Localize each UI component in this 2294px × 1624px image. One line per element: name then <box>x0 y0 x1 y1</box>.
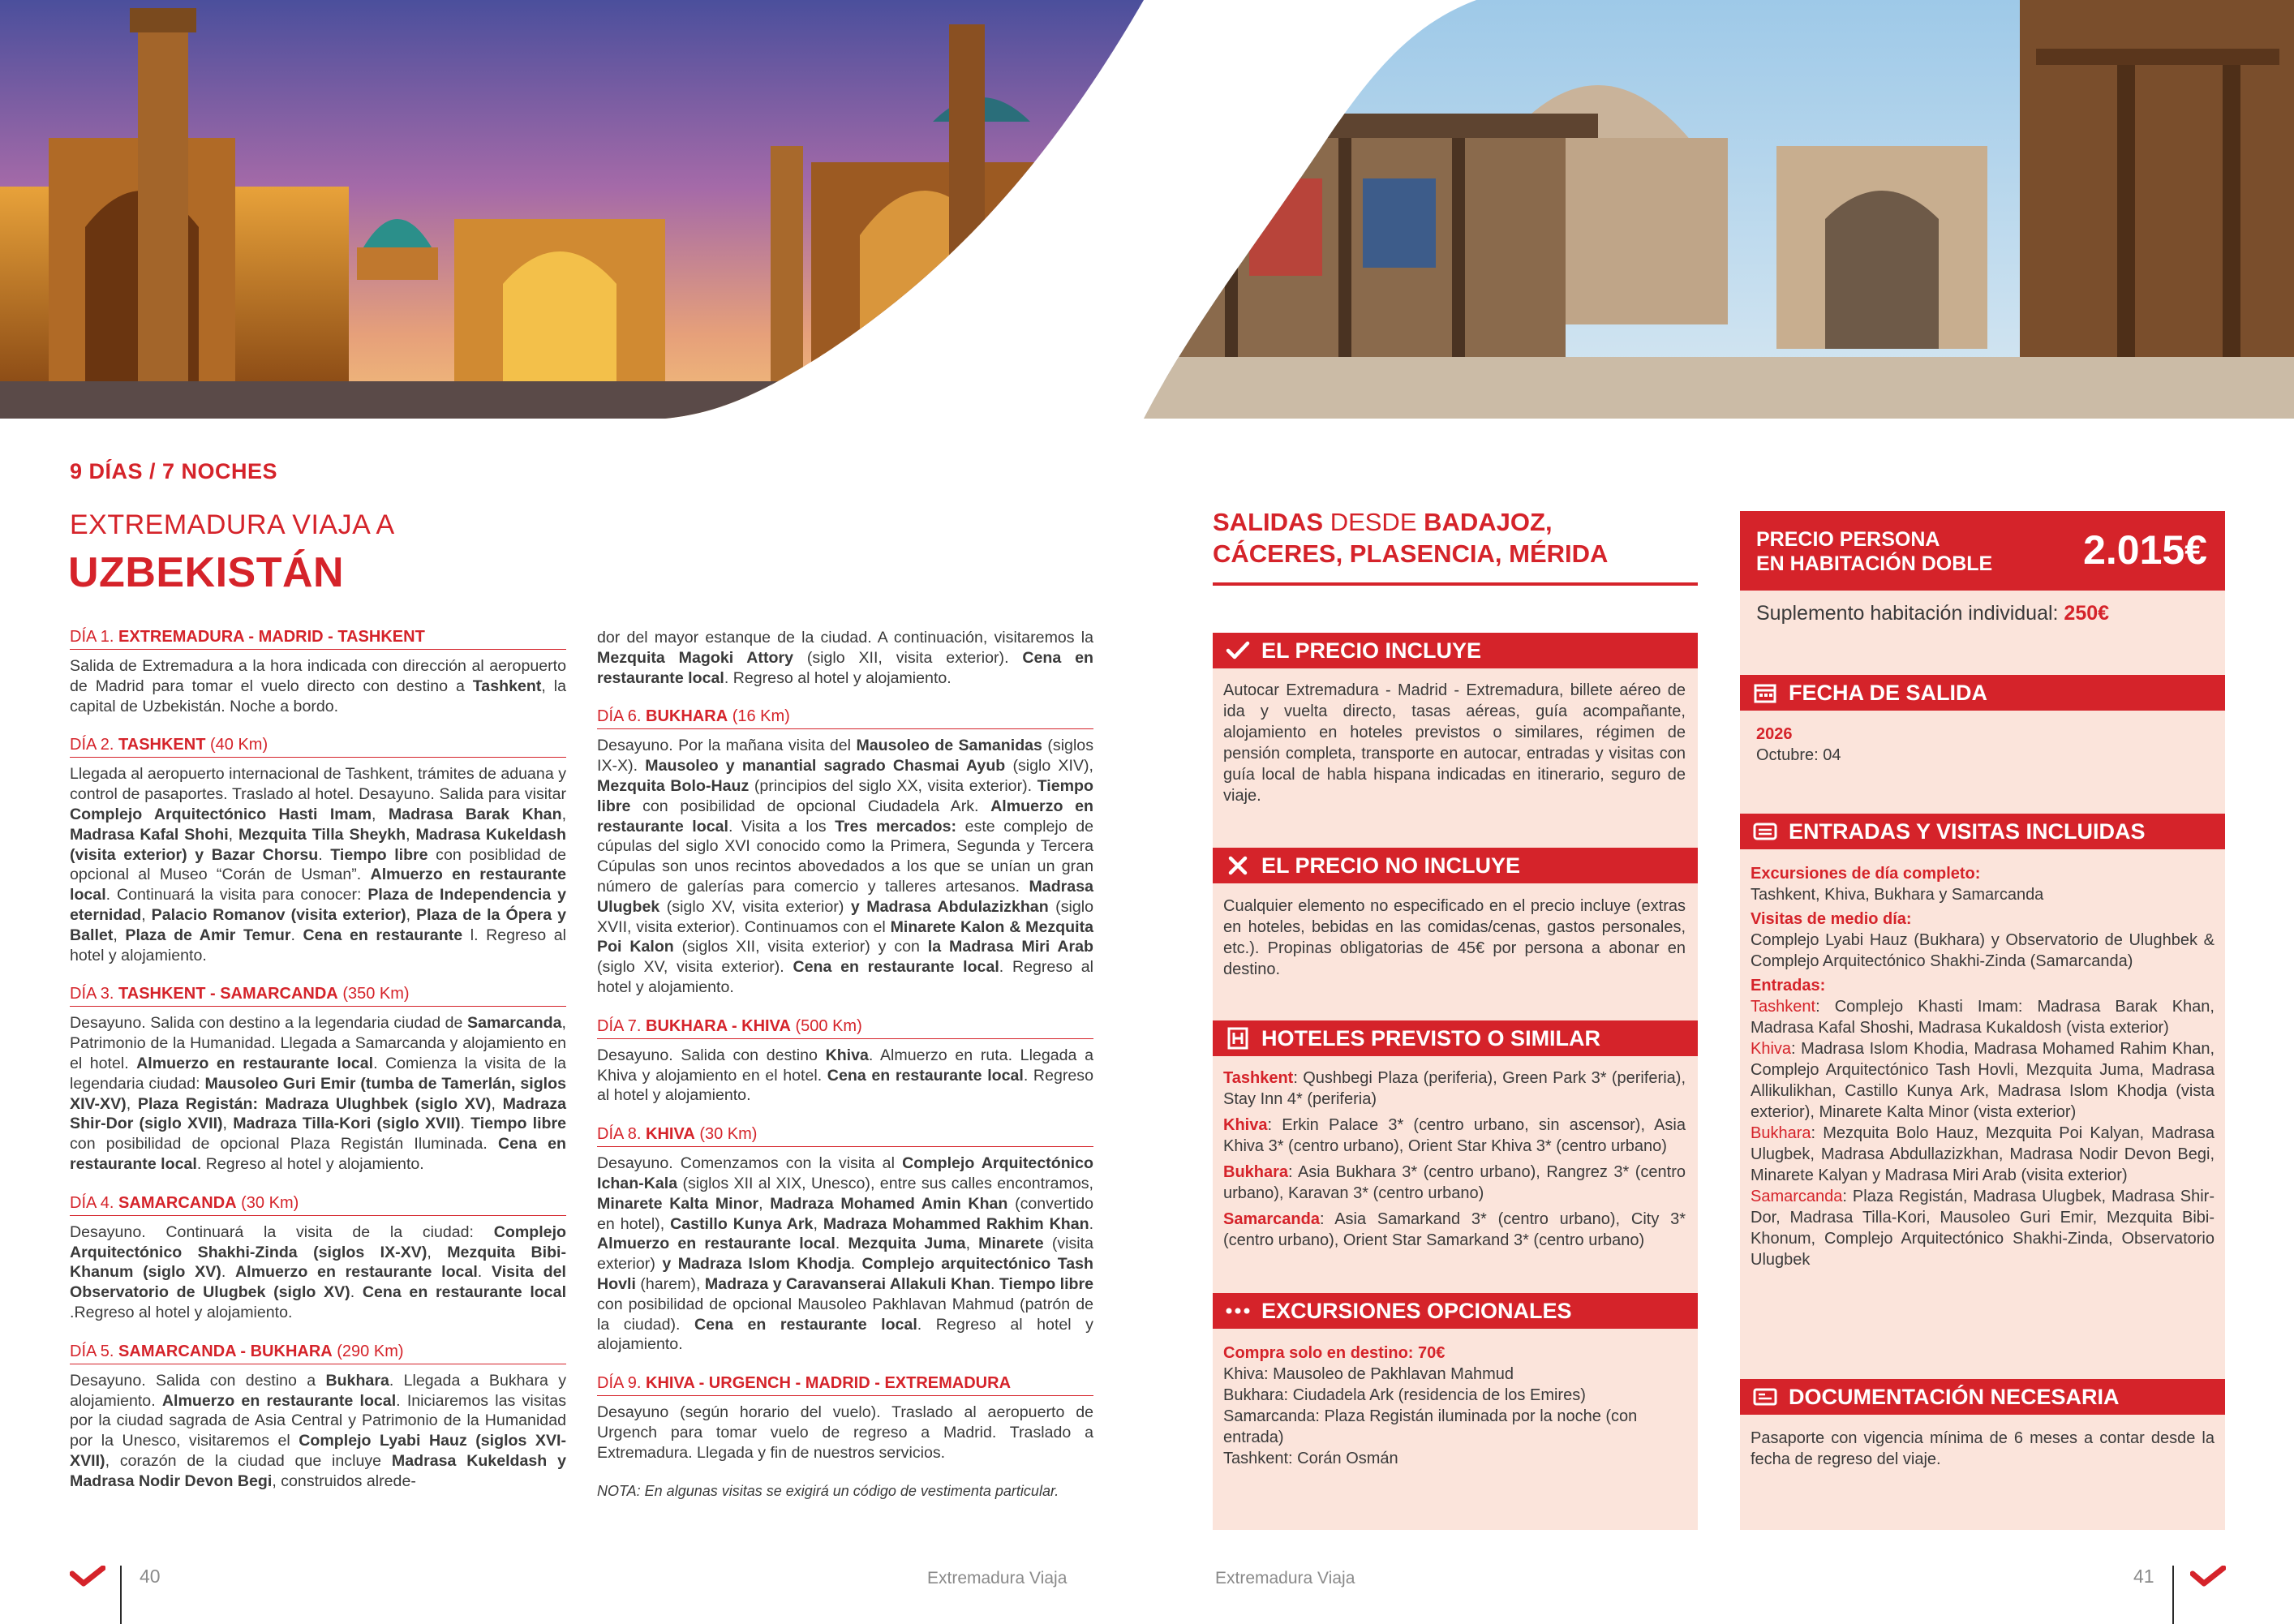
hotel-item <box>1223 1068 1686 1110</box>
day-title: SAMARCANDA - BUKHARA <box>118 1342 333 1360</box>
optional-header <box>1213 1293 1698 1329</box>
footer-divider <box>120 1566 122 1624</box>
logo-check-icon <box>2190 1566 2226 1591</box>
includes-header <box>1213 633 1698 668</box>
logo-check-icon <box>70 1566 105 1591</box>
price-label-line: EN HABITACIÓN DOBLE <box>1756 552 1993 575</box>
day-description-continued: dor del mayor estanque de la ciudad. A continuación, visitaremos la Mezquita Magoki Attory (siglo XII, visita exterior). Cena en restaurante local. Regreso al hotel y alojamiento. <box>597 629 1093 687</box>
page-number-right: 41 <box>2133 1566 2154 1587</box>
itinerary-day-1 <box>70 626 566 716</box>
ticket-icon <box>1753 819 1777 844</box>
day-description: Desayuno (según horario del vuelo). Traslado al aeropuerto de Urgench para tomar vuelo de regreso a Madrid. Traslado a Extremadura. Llegada y fin de nuestros servicios. <box>597 1403 1093 1462</box>
itinerary-day-7 <box>597 1016 1093 1106</box>
hotel-text: : Asia Samarkand 3* (centro urbano), City 3* (centro urbano), Orient Star Samarkand 3* (centro urbano) <box>1223 1210 1686 1249</box>
page-number-left: 40 <box>140 1566 161 1587</box>
day-description: Desayuno. Salida con destino a la legendaria ciudad de Samarcanda, Patrimonio de la Humanidad. Llegada a Samarcanda y alojamiento en el hotel. Almuerzo en restaurante local. Comienza la visita de la legendaria ciudad: Mausoleo Guri Emir (tumba de Tamerlán, siglos XIV-XV), Plaza Registán: Madraza Ulughbek (siglo XV), Madraza Shir-Dor (siglo XVII), Madraza Tilla-Kori (siglo XVII). Tiempo libre con posibilidad de opcional Plaza Registán Iluminada. Cena en restaurante local. Regreso al hotel y alojamiento. <box>70 1014 567 1173</box>
dots-icon <box>1226 1299 1250 1323</box>
day-label: DÍA 3. <box>70 985 119 1003</box>
visits-list <box>1751 863 2215 1270</box>
day-title: EXTREMADURA - MADRID - TASHKENT <box>118 628 425 646</box>
includes-title: EL PRECIO INCLUYE <box>1261 638 1482 663</box>
day-heading <box>597 1016 1093 1039</box>
itinerary-note: NOTA: En algunas visitas se exigirá un código de vestimenta particular. <box>597 1482 1059 1499</box>
visits-title: ENTRADAS Y VISITAS INCLUIDAS <box>1789 819 2146 844</box>
day-distance: (290 Km) <box>332 1342 404 1360</box>
half-day-text: Complejo Lyabi Hauz (Bukhara) y Observatorio de Ulughbek & Complejo Arquitectónico Shakhi-Zinda (Samarcanda) <box>1751 931 2215 970</box>
full-day-text: Tashkent, Khiva, Bukhara y Samarcanda <box>1751 886 2044 904</box>
entry-text: : Complejo Khasti Imam: Madrasa Barak Khan, Madrasa Kafal Shoshi, Madrasa Kukaldosh (vista exterior) <box>1751 998 2215 1037</box>
visits-header <box>1740 814 2225 849</box>
x-icon <box>1226 853 1250 878</box>
day-label: DÍA 1. <box>70 628 119 646</box>
entry-city: Samarcanda <box>1751 1188 1843 1205</box>
itinerary-day-6 <box>597 706 1093 997</box>
hotel-item <box>1223 1162 1686 1204</box>
entry-city: Khiva <box>1751 1040 1792 1058</box>
price-label-line: PRECIO PERSONA <box>1756 528 1940 551</box>
departures-city: BADAJOZ, <box>1424 508 1553 536</box>
day-description: Desayuno. Comenzamos con la visita al Complejo Arquitectónico Ichan-Kala (siglos XII al XIX, Unesco), entre sus calles encontramos, Minarete Kalta Minor, Madraza Mohamed Amin Khan (convertido en hotel), Castillo Kunya Ark, Madraza Mohammed Rakhim Khan. Almuerzo en restaurante local. Mezquita Juma, Minarete (visita exterior) y Madraza Islom Khodja. Complejo arquitectónico Tash Hovli (harem), Madraza y Caravanserai Allakuli Khan. Tiempo libre con posibilidad de opcional Mausoleo Pakhlavan Mahmud (patrón de la ciudad). Cena en restaurante local. Regreso al hotel y alojamiento. <box>597 1154 1094 1354</box>
hotel-city: Bukhara <box>1223 1163 1289 1181</box>
price-header <box>1740 511 2225 591</box>
itinerary-day-9 <box>597 1373 1093 1463</box>
hotel-city: Samarcanda <box>1223 1210 1320 1228</box>
day-distance: (500 Km) <box>790 1016 862 1035</box>
day-title: TASHKENT - SAMARCANDA <box>118 985 338 1003</box>
supplement-label: Suplemento habitación individual: <box>1756 602 2064 625</box>
entry-city: Bukhara <box>1751 1124 1811 1142</box>
day-title: KHIVA <box>646 1125 695 1144</box>
day-label: DÍA 6. <box>597 707 647 726</box>
day-description: Salida de Extremadura a la hora indicada con dirección al aeropuerto de Madrid para tomar el vuelo directo con destino a Tashkent, la capital de Uzbekistán. Noche a bordo. <box>70 657 566 715</box>
optional-list <box>1223 1343 1686 1469</box>
departure-date-header <box>1740 675 2225 711</box>
footer-brand-left: Extremadura Viaja <box>927 1569 1068 1587</box>
price-amount: 2.015€ <box>2083 527 2207 573</box>
entry-text: : Madrasa Islom Khodia, Madrasa Mohamed Rahim Khan, Complejo Arquitectónico Tash Hovli, Mezquita Juma, Madrasa Allikulikhan, Castillo Kunya Ark, Madrasa Islom Khodja (vista exterior), Minarete Kalta Minor (vista exterior) <box>1751 1040 2215 1121</box>
day-heading <box>597 706 1093 729</box>
itinerary-column-1 <box>70 626 566 1510</box>
optional-heading: Compra solo en destino: 70€ <box>1223 1344 1446 1362</box>
departures-salidas: SALIDAS <box>1213 508 1324 536</box>
trip-duration: 9 DÍAS / 7 NOCHES <box>70 459 278 483</box>
day-title: KHIVA - URGENCH - MADRID - EXTREMADURA <box>646 1374 1012 1393</box>
departure-date: Octubre: 04 <box>1756 746 1841 764</box>
hotel-city: Tashkent <box>1223 1069 1294 1087</box>
departures-cities: CÁCERES, PLASENCIA, MÉRIDA <box>1213 539 1609 568</box>
entry-city: Tashkent <box>1751 998 1816 1016</box>
includes-text: Autocar Extremadura - Madrid - Extremadura, billete aéreo de ida y vuelta directo, tasas aéreas, guía acompañante, alojamiento en hoteles previstos o similares, régimen de pensión completa, transporte en autocar, entradas y visitas con guía local de habla hispana indicadas en itinerario, seguro de viaje. <box>1223 681 1686 805</box>
day-label: DÍA 2. <box>70 736 119 754</box>
day-title: SAMARCANDA <box>118 1193 237 1212</box>
entry-item <box>1751 1038 2215 1123</box>
entry-item <box>1751 1123 2215 1186</box>
trip-subtitle: EXTREMADURA VIAJA A <box>70 509 395 540</box>
hotel-text: : Asia Bukhara 3* (centro urbano), Rangrez 3* (centro urbano), Karavan 3* (centro urbano) <box>1223 1163 1686 1202</box>
document-icon <box>1753 1385 1777 1409</box>
day-heading <box>70 626 566 650</box>
entries-label: Entradas: <box>1751 977 1826 995</box>
optional-item: Khiva: Mausoleo de Pakhlavan Mahmud <box>1223 1365 1514 1383</box>
price-label <box>1756 527 1992 576</box>
departure-date-title: FECHA DE SALIDA <box>1789 681 1988 705</box>
half-day-label: Visitas de medio día: <box>1751 910 1912 928</box>
day-description: Desayuno. Por la mañana visita del Mausoleo de Samanidas (siglos IX-X). Mausoleo y manantial sagrado Chasmai Ayub (siglo XIV), Mezquita Bolo-Hauz (principios del siglo XX, visita exterior). Tiempo libre con posibilidad de opcional Ciudadela Ark. Almuerzo en restaurante local. Visita a los Tres mercados: este complejo de cúpulas del siglo XVI conocido como la Primera, Segunda y Tercera Cúpulas son unos recintos abovedados a los que se unían un gran número de galerías para comercio y talleres artesanos. Madrasa Ulugbek (siglo XV, visita exterior) y Madrasa Abdulazizkhan (siglo XVII, visita exterior). Continuamos con el Minarete Kalon & Mezquita Poi Kalon (siglos XII, visita exterior) y con la Madrasa Miri Arab (siglo XV, visita exterior). Cena en restaurante local. Regreso al hotel y alojamiento. <box>597 737 1093 996</box>
hotel-city: Khiva <box>1223 1116 1268 1134</box>
photo-bukhara-bazaar <box>1144 0 2294 419</box>
departure-date-text <box>1756 724 2210 766</box>
day-distance: (30 Km) <box>236 1193 299 1212</box>
day-label: DÍA 5. <box>70 1342 119 1360</box>
hotels-header <box>1213 1020 1698 1056</box>
hotels-title: HOTELES PREVISTO O SIMILAR <box>1261 1026 1601 1050</box>
day-heading <box>70 1341 566 1364</box>
departures-heading <box>1213 506 1608 569</box>
day-heading <box>70 983 566 1007</box>
not-includes-text: Cualquier elemento no especificado en el precio incluye (extras en hoteles, bebidas en las comidas/cenas, gastos personales, etc.). Propinas obligatorias de 45€ por persona a abonar en destino. <box>1223 897 1686 978</box>
hotel-item <box>1223 1115 1686 1157</box>
itinerary-day-8 <box>597 1123 1093 1355</box>
departures-desde: DESDE <box>1323 508 1424 536</box>
supplement-amount: 250€ <box>2064 602 2110 625</box>
departure-year: 2026 <box>1756 725 1793 743</box>
docs-title: DOCUMENTACIÓN NECESARIA <box>1789 1385 2120 1409</box>
optional-item: Samarcanda: Plaza Registán iluminada por la noche (con entrada) <box>1223 1407 1638 1446</box>
hotel-text: : Qushbegi Plaza (periferia), Green Park 3* (periferia), Stay Inn 4* (periferia) <box>1223 1069 1686 1108</box>
optional-item: Tashkent: Corán Osmán <box>1223 1450 1398 1467</box>
day-heading <box>70 1192 566 1216</box>
day-description: Desayuno. Continuará la visita de la ciudad: Complejo Arquitectónico Shakhi-Zinda (siglos IX-XV), Mezquita Bibi-Khanum (siglo XV). Almuerzo en restaurante local. Visita del Observatorio de Ulugbek (siglo XV). Cena en restaurante local .Regreso al hotel y alojamiento. <box>70 1222 567 1321</box>
calendar-icon <box>1753 681 1777 705</box>
not-includes-header <box>1213 848 1698 883</box>
optional-item: Bukhara: Ciudadela Ark (residencia de los Emires) <box>1223 1386 1586 1404</box>
day-description: Desayuno. Salida con destino Khiva. Almuerzo en ruta. Llegada a Khiva y alojamiento en el hotel. Cena en restaurante local. Regreso al hotel y alojamiento. <box>597 1046 1093 1105</box>
day-label: DÍA 7. <box>597 1016 647 1035</box>
docs-header <box>1740 1379 2225 1415</box>
day-label: DÍA 9. <box>597 1374 647 1393</box>
check-icon <box>1226 638 1250 663</box>
day-title: TASHKENT <box>118 736 206 754</box>
optional-title: EXCURSIONES OPCIONALES <box>1261 1299 1572 1323</box>
entry-text: : Plaza Registán, Madrasa Ulugbek, Madrasa Shir-Dor, Madrasa Tilla-Kori, Mausoleo Guri Emir, Mezquita Bibi-Khonum, Complejo Arquitectónico Shakhi-Zinda, Observatorio Ulugbek <box>1751 1188 2215 1269</box>
itinerary-column-2 <box>597 628 1093 1501</box>
day-title: BUKHARA - KHIVA <box>646 1016 791 1035</box>
itinerary-day-4 <box>70 1192 566 1323</box>
itinerary-day-5 <box>70 1341 566 1492</box>
entry-text: : Mezquita Bolo Hauz, Mezquita Poi Kalyan, Madrasa Ulugbek, Madrasa Abdullazizkhan, Madrasa Nodir Devon Begi, Minarete Kalyan y Madrasa Miri Arab (visita exterior) <box>1751 1124 2215 1184</box>
day-distance: (40 Km) <box>205 736 268 754</box>
day-distance: (30 Km) <box>694 1125 758 1144</box>
hotels-list <box>1223 1068 1686 1251</box>
entry-item <box>1751 1186 2215 1270</box>
day-heading <box>597 1123 1093 1147</box>
page-title: UZBEKISTÁN <box>68 549 345 596</box>
hotel-text: : Erkin Palace 3* (centro urbano, sin ascensor), Asia Khiva 3* (centro urbano), Orient Star Khiva 3* (centro urbano) <box>1223 1116 1686 1155</box>
hotel-item <box>1223 1209 1686 1251</box>
footer-divider <box>2172 1566 2174 1624</box>
day-title: BUKHARA <box>646 707 728 726</box>
day-description: Desayuno. Salida con destino a Bukhara. Llegada a Bukhara y alojamiento. Almuerzo en restaurante local. Iniciaremos las visitas por la ciudad sagrada de Asia Central y Patrimonio de la Humanidad por la Unesco, visitaremos el Complejo Lyabi Hauz (siglos XVI-XVII), corazón de la ciudad que incluye Madrasa Kukeldash y Madrasa Nodir Devon Begi, construidos alrede- <box>70 1371 566 1490</box>
day-distance: (16 Km) <box>728 707 790 726</box>
docs-text: Pasaporte con vigencia mínima de 6 meses a contar desde la fecha de regreso del viaje. <box>1751 1429 2215 1468</box>
full-day-label: Excursiones de día completo: <box>1751 865 1981 883</box>
entry-item <box>1751 996 2215 1038</box>
day-label: DÍA 8. <box>597 1125 647 1144</box>
day-label: DÍA 4. <box>70 1193 119 1212</box>
day-heading <box>597 1373 1093 1396</box>
itinerary-day-3 <box>70 983 566 1174</box>
divider <box>1213 582 1698 586</box>
day-heading <box>70 734 566 758</box>
itinerary-day-2 <box>70 734 566 965</box>
not-includes-title: EL PRECIO NO INCLUYE <box>1261 853 1521 878</box>
footer-brand-right: Extremadura Viaja <box>1215 1569 1355 1587</box>
supplement <box>1756 602 2109 625</box>
hotel-icon <box>1226 1026 1250 1050</box>
day-description: Llegada al aeropuerto internacional de Tashkent, trámites de aduana y control de pasaportes. Traslado al hotel. Desayuno. Salida para visitar Complejo Arquitectónico Hasti Imam, Madrasa Barak Khan, Madrasa Kafal Shohi, Mezquita Tilla Sheykh, Madrasa Kukeldash (visita exterior) y Bazar Chorsu. Tiempo libre con posiblidad de opcional al Museo “Corán de Usman”. Almuerzo en restaurante local. Continuará la visita para conocer: Plaza de Independencia y eternidad, Palacio Romanov (visita exterior), Plaza de la Ópera y Ballet, Plaza de Amir Temur. Cena en restaurante l. Regreso al hotel y alojamiento. <box>70 765 567 965</box>
day-distance: (350 Km) <box>337 985 410 1003</box>
photo-samarkand-registan <box>0 0 1152 419</box>
